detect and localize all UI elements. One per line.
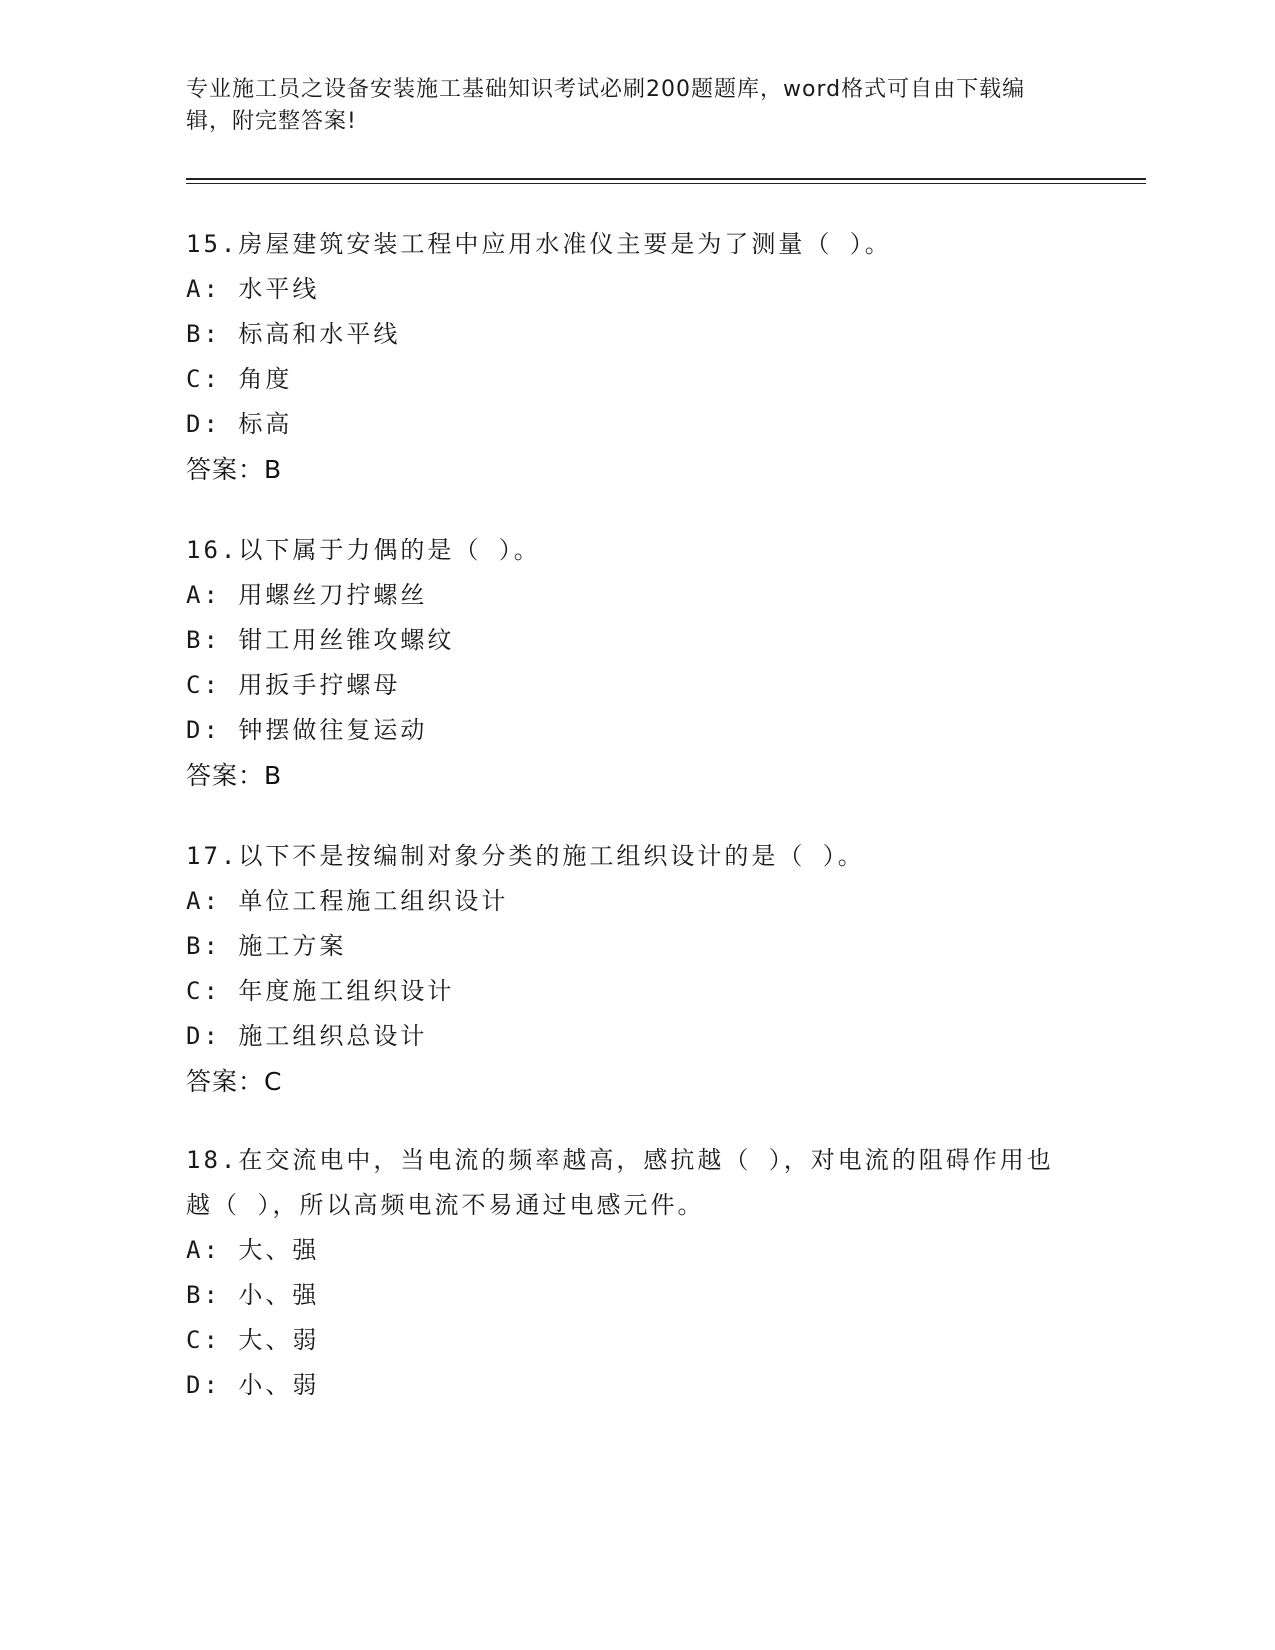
question-16 (186, 528, 1066, 798)
header-divider (186, 178, 1146, 184)
option-d: D: 标高 (186, 410, 293, 438)
question-stem: 18.在交流电中，当电流的频率越高，感抗越（ ），对电流的阻碍作用也越（ ），所以高频电流不易通过电感元件。 (186, 1146, 1054, 1219)
option-c: C: 年度施工组织设计 (186, 977, 455, 1005)
option-d: D: 钟摆做往复运动 (186, 716, 428, 744)
option-b: B: 小、强 (186, 1281, 320, 1309)
option-c: C: 用扳手拧螺母 (186, 671, 401, 699)
option-b: B: 施工方案 (186, 932, 347, 960)
document-page (186, 0, 1146, 1650)
option-c: C: 大、弱 (186, 1326, 320, 1354)
question-18 (186, 1138, 1066, 1408)
option-b: B: 标高和水平线 (186, 320, 401, 348)
option-d: D: 小、弱 (186, 1371, 320, 1399)
question-stem: 16.以下属于力偶的是（ ）。 (186, 536, 541, 564)
answer-text: 答案：B (186, 761, 283, 790)
question-17 (186, 834, 1066, 1104)
option-a: A: 单位工程施工组织设计 (186, 887, 509, 915)
option-a: A: 大、强 (186, 1236, 320, 1264)
option-d: D: 施工组织总设计 (186, 1022, 428, 1050)
header-note: 专业施工员之设备安装施工基础知识考试必刷200题题库，word格式可自由下载编辑，附完整答案! (186, 77, 1026, 134)
answer-text: 答案：C (186, 1067, 283, 1096)
option-a: A: 用螺丝刀拧螺丝 (186, 581, 428, 609)
option-a: A: 水平线 (186, 275, 320, 303)
question-stem: 15.房屋建筑安装工程中应用水准仪主要是为了测量（ ）。 (186, 230, 892, 258)
answer-text: 答案：B (186, 455, 283, 484)
question-15 (186, 222, 1066, 492)
question-stem: 17.以下不是按编制对象分类的施工组织设计的是（ ）。 (186, 842, 865, 870)
option-b: B: 钳工用丝锥攻螺纹 (186, 626, 455, 654)
option-c: C: 角度 (186, 365, 293, 393)
